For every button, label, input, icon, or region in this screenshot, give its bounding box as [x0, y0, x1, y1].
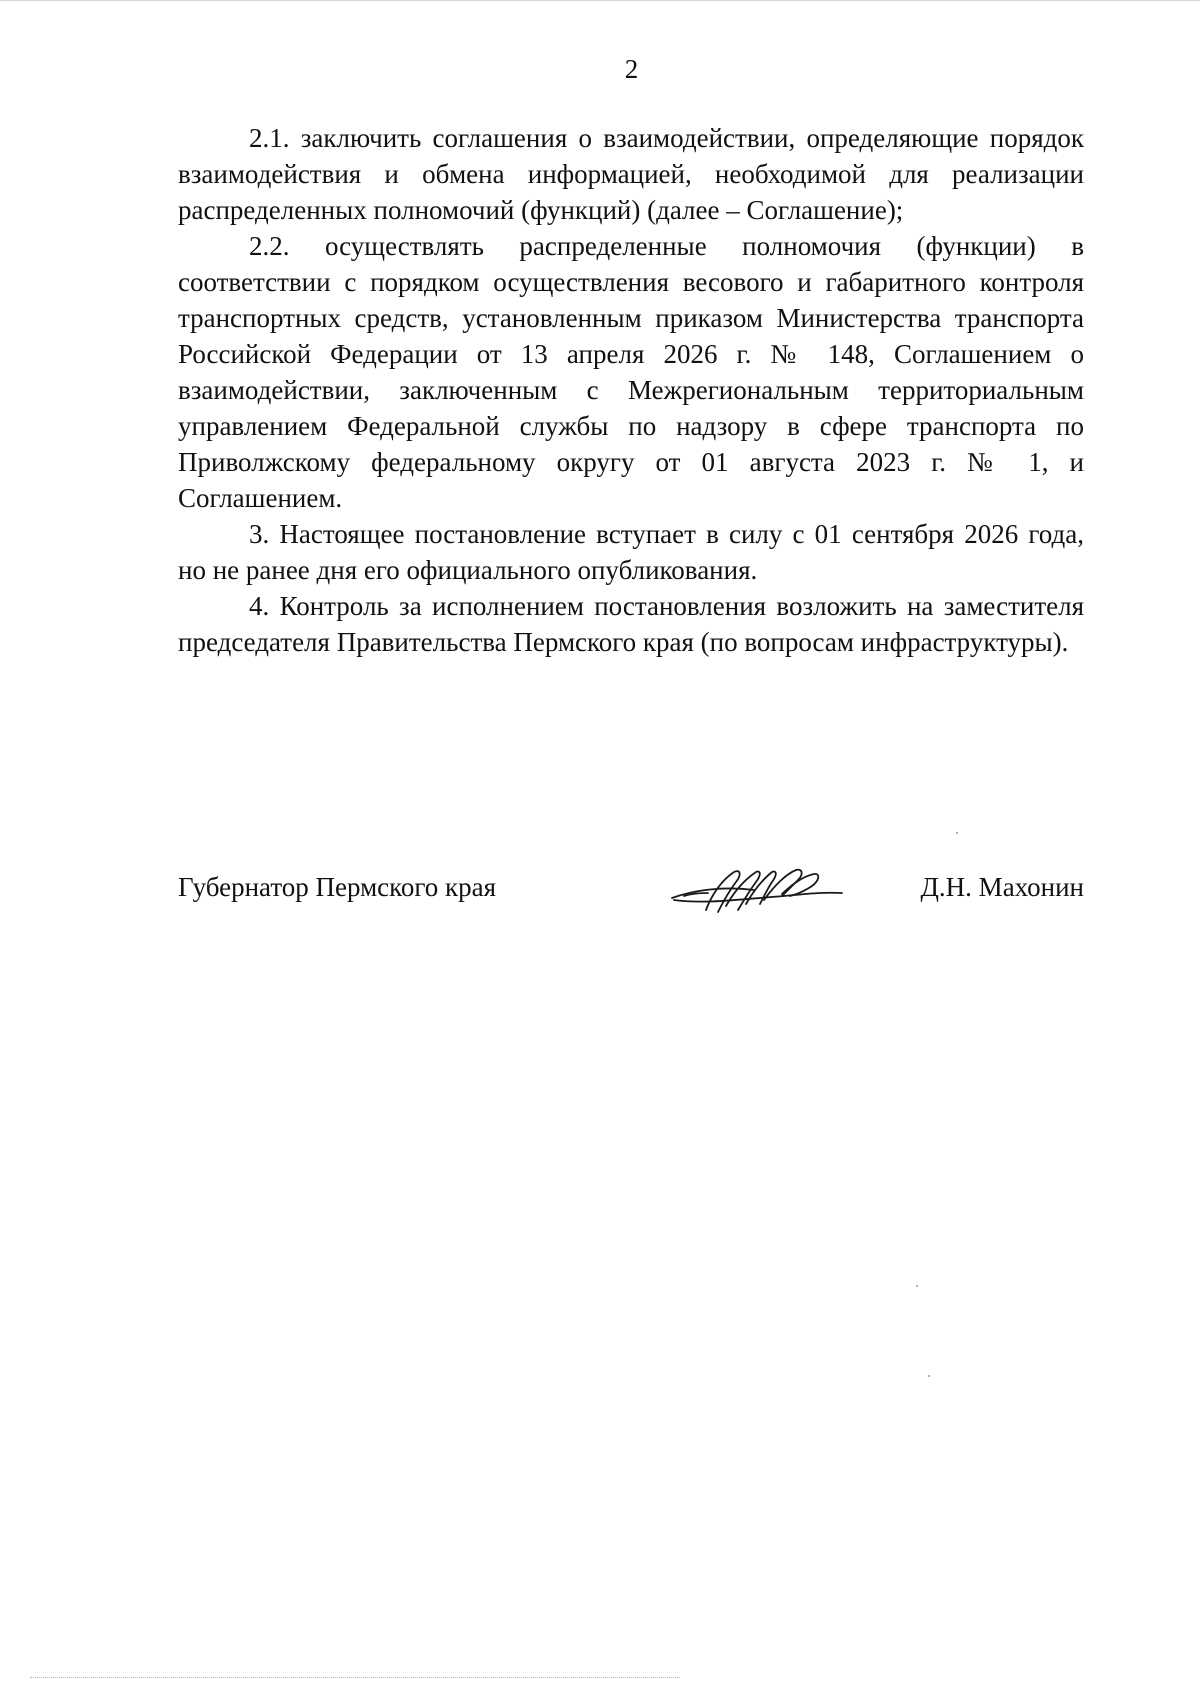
page-number: 2 [624, 54, 639, 84]
handwritten-signature [664, 860, 844, 920]
document-body [178, 120, 1084, 660]
scan-speck [956, 832, 958, 834]
paragraph-2-2: 2.2. осуществлять распределенные полномочия (функции) в соответствии с порядком осуществления весового и габаритного контроля транспортных средств, установленным приказом Министерства транспорта Российской Федерации от 13 апреля 2026 г. № 148, Соглашением о взаимодействии, заключенным с Межрегиональным территориальным управлением Федеральной службы по надзору в сфере транспорта по Приволжскому федеральному округу от 01 августа 2023 г. № 1, и Соглашением. [178, 231, 1084, 513]
scan-speck [928, 1375, 930, 1377]
signatory-name: Д.Н. Махонин [920, 872, 1084, 902]
signatory-title: Губернатор Пермского края [178, 872, 497, 902]
signature-block [178, 860, 1084, 920]
paragraph-3: 3. Настоящее постановление вступает в силу с 01 сентября 2026 года, но не ранее дня его официального опубликования. [178, 519, 1084, 585]
scan-bottom-edge [30, 1677, 680, 1681]
paragraph-2-1: 2.1. заключить соглашения о взаимодействии, определяющие порядок взаимодействия и обмена информацией, необходимой для реализации распределенных полномочий (функций) (далее – Соглашение); [178, 123, 1084, 225]
scan-speck [916, 1285, 918, 1287]
paragraph-4: 4. Контроль за исполнением постановления возложить на заместителя председателя Правительства Пермского края (по вопросам инфраструктуры). [178, 591, 1084, 657]
